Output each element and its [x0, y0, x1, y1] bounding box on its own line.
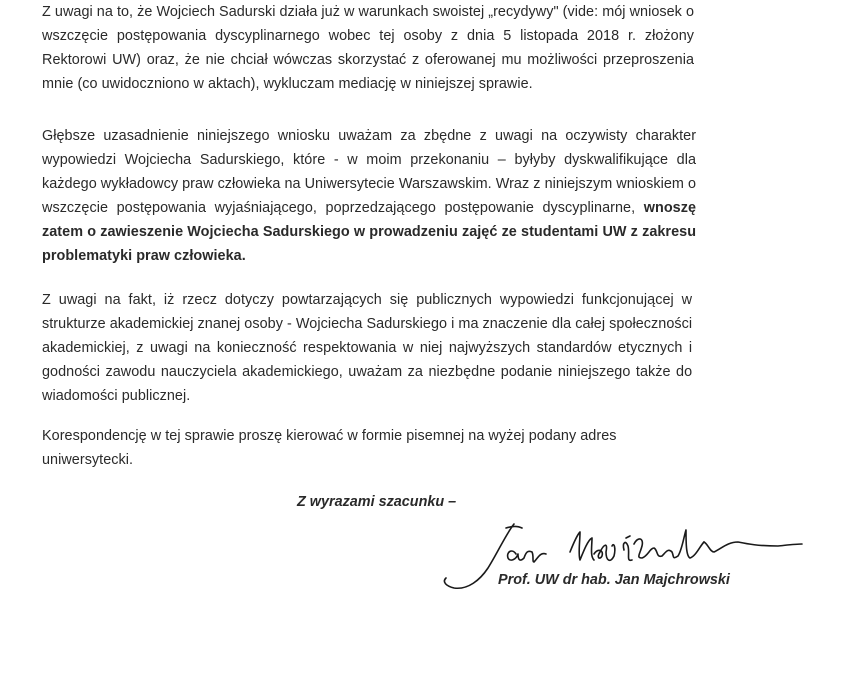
- text-line: [42, 424, 617, 448]
- paragraph-correspondence: [42, 424, 617, 472]
- text-run: wiadomości publicznej.: [42, 388, 191, 404]
- text-line: [42, 312, 692, 336]
- text-line: [42, 24, 694, 48]
- text-run: strukturze akademickiej znanej osoby - Wojciecha Sadurskiego i ma znaczenie dla całej społeczności: [42, 316, 693, 332]
- bold-text: zatem o zawieszenie Wojciecha Sadurskiego w prowadzeniu zajęć ze studentami UW z zakresu: [42, 224, 697, 240]
- text-line: [42, 448, 617, 472]
- text-run: Z uwagi na fakt, iż rzecz dotyczy powtarzających się publicznych wypowiedzi funkcjonującej w: [42, 292, 693, 308]
- text-run: mnie (co uwidoczniono w aktach), wykluczam mediację w niniejszej sprawie.: [42, 76, 533, 92]
- paragraph-mediation: [42, 0, 694, 96]
- text-run: godności zawodu nauczyciela akademickiego, uważam za niezbędne podanie niniejszego także do: [42, 364, 693, 380]
- text-run: Korespondencję w tej sprawie proszę kierować w formie pisemnej na wyżej podany adres: [42, 428, 617, 444]
- text-run: Rektorowi UW) oraz, że nie chciał wówczas skorzystać z oferowanej mu możliwości przeproszenia: [42, 52, 695, 68]
- text-line: [42, 196, 696, 220]
- signer-name: Prof. UW dr hab. Jan Majchrowski: [498, 572, 730, 588]
- text-run: uniwersytecki.: [42, 452, 134, 468]
- text-run: wypowiedzi Wojciecha Sadurskiego, które - w moim przekonaniu – byłyby dyskwalifikujące dla: [42, 152, 697, 168]
- text-line: [42, 244, 696, 268]
- text-line: [42, 384, 692, 408]
- bold-text: wnoszę: [643, 200, 697, 216]
- text-line: [42, 220, 696, 244]
- text-line: [42, 288, 692, 312]
- text-line: [42, 360, 692, 384]
- text-run: wszczęcie postępowania wyjaśniającego, poprzedzającego postępowanie dyscyplinarne,: [42, 200, 644, 216]
- text-line: [42, 148, 696, 172]
- text-line: [42, 172, 696, 196]
- paragraph-public-notice: [42, 288, 692, 408]
- text-line: [42, 72, 694, 96]
- text-line: [42, 124, 696, 148]
- text-run: Z uwagi na to, że Wojciech Sadurski działa już w warunkach swoistej „recydywy" (vide: mój wniosek o: [42, 4, 695, 20]
- text-line: [42, 48, 694, 72]
- text-run: każdego wykładowcy praw człowieka na Uniwersytecie Warszawskim. Wraz z niniejszym wnioskiem o: [42, 176, 697, 192]
- text-run: Głębsze uzasadnienie niniejszego wniosku uważam za zbędne z uwagi na oczywisty charakter: [42, 128, 697, 144]
- closing-phrase: Z wyrazami szacunku –: [297, 494, 457, 510]
- paragraph-justification: [42, 124, 696, 268]
- text-line: [42, 336, 692, 360]
- text-run: akademickiej, z uwagi na konieczność respektowania w niej najwyższych standardów etycznych i: [42, 340, 693, 356]
- bold-text: problematyki praw człowieka.: [42, 248, 246, 264]
- text-line: [42, 0, 694, 24]
- text-run: wszczęcie postępowania dyscyplinarnego wobec tej osoby z dnia 5 listopada 2018 r. złożony: [42, 28, 695, 44]
